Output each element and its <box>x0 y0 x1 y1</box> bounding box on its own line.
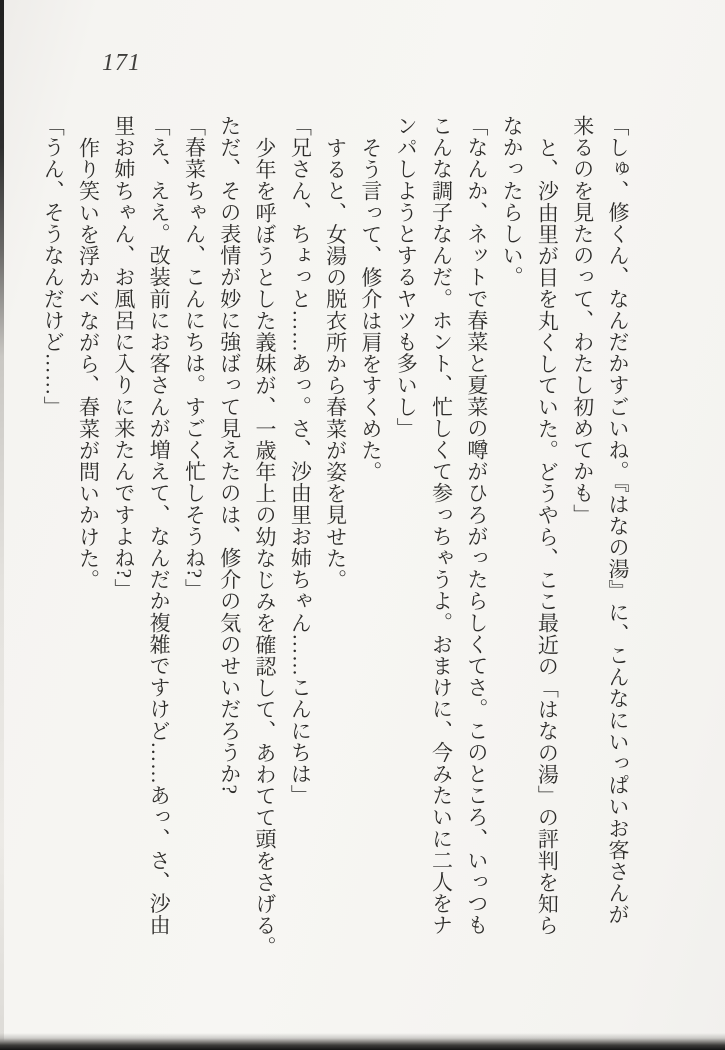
text-line: と、沙由里が目を丸くしていた。どうやら、ここ最近の「はなの湯」の評判を知ら <box>535 136 560 936</box>
page-number: 171 <box>102 50 141 76</box>
scan-edge-left <box>0 0 4 1050</box>
scan-edge-bottom <box>0 1033 725 1050</box>
text-line: 少年を呼ぼうとした義妹が、一歳年上の幼なじみを確認して、あわてて頭をさげる。 <box>253 136 278 958</box>
text-line: ただ、その表情が妙に強ばって見えたのは、修介の気のせいだろうか? <box>217 115 242 795</box>
text-line: 「しゅ、修くん、なんだかすごいね。『はなの湯』に、こんなにいっぱいお客さんが <box>606 115 630 926</box>
text-line: すると、女湯の脱衣所から春菜が姿を見せた。 <box>323 136 348 591</box>
text-line: 作り笑いを浮かべながら、春菜が問いかけた。 <box>76 136 101 591</box>
text-line: こんな調子なんだ。ホント、忙しくて参っちゃうよ。おまけに、今みたいに二人をナ <box>429 115 454 936</box>
text-line: 「兄さん、ちょっと……あっ。さ、沙由里お姉ちゃん……こんにちは」 <box>288 115 313 807</box>
text-line: 「なんか、ネットで春菜と夏菜の噂がひろがったらしくてさ。このところ、いっつも <box>464 115 489 936</box>
text-line: 来るのを見たのって、わたし初めてかも」 <box>570 115 595 526</box>
text-line: 「え、ええ。改装前にお客さんが増えて、なんだか複雑ですけど……あっ、さ、沙由 <box>147 115 172 936</box>
text-columns <box>34 115 635 958</box>
text-line: なかったらしい。 <box>500 115 525 288</box>
text-line: 「うん、そうなんだけど……」 <box>41 115 66 418</box>
text-line: ンパしようとするヤツも多いし」 <box>394 115 419 439</box>
text-line: 里お姉ちゃん、お風呂に入りに来たんですよね?」 <box>111 115 136 601</box>
text-line: 「春菜ちゃん、こんにちは。すごく忙しそうね?」 <box>182 115 207 601</box>
text-line: そう言って、修介は肩をすくめた。 <box>358 136 383 483</box>
